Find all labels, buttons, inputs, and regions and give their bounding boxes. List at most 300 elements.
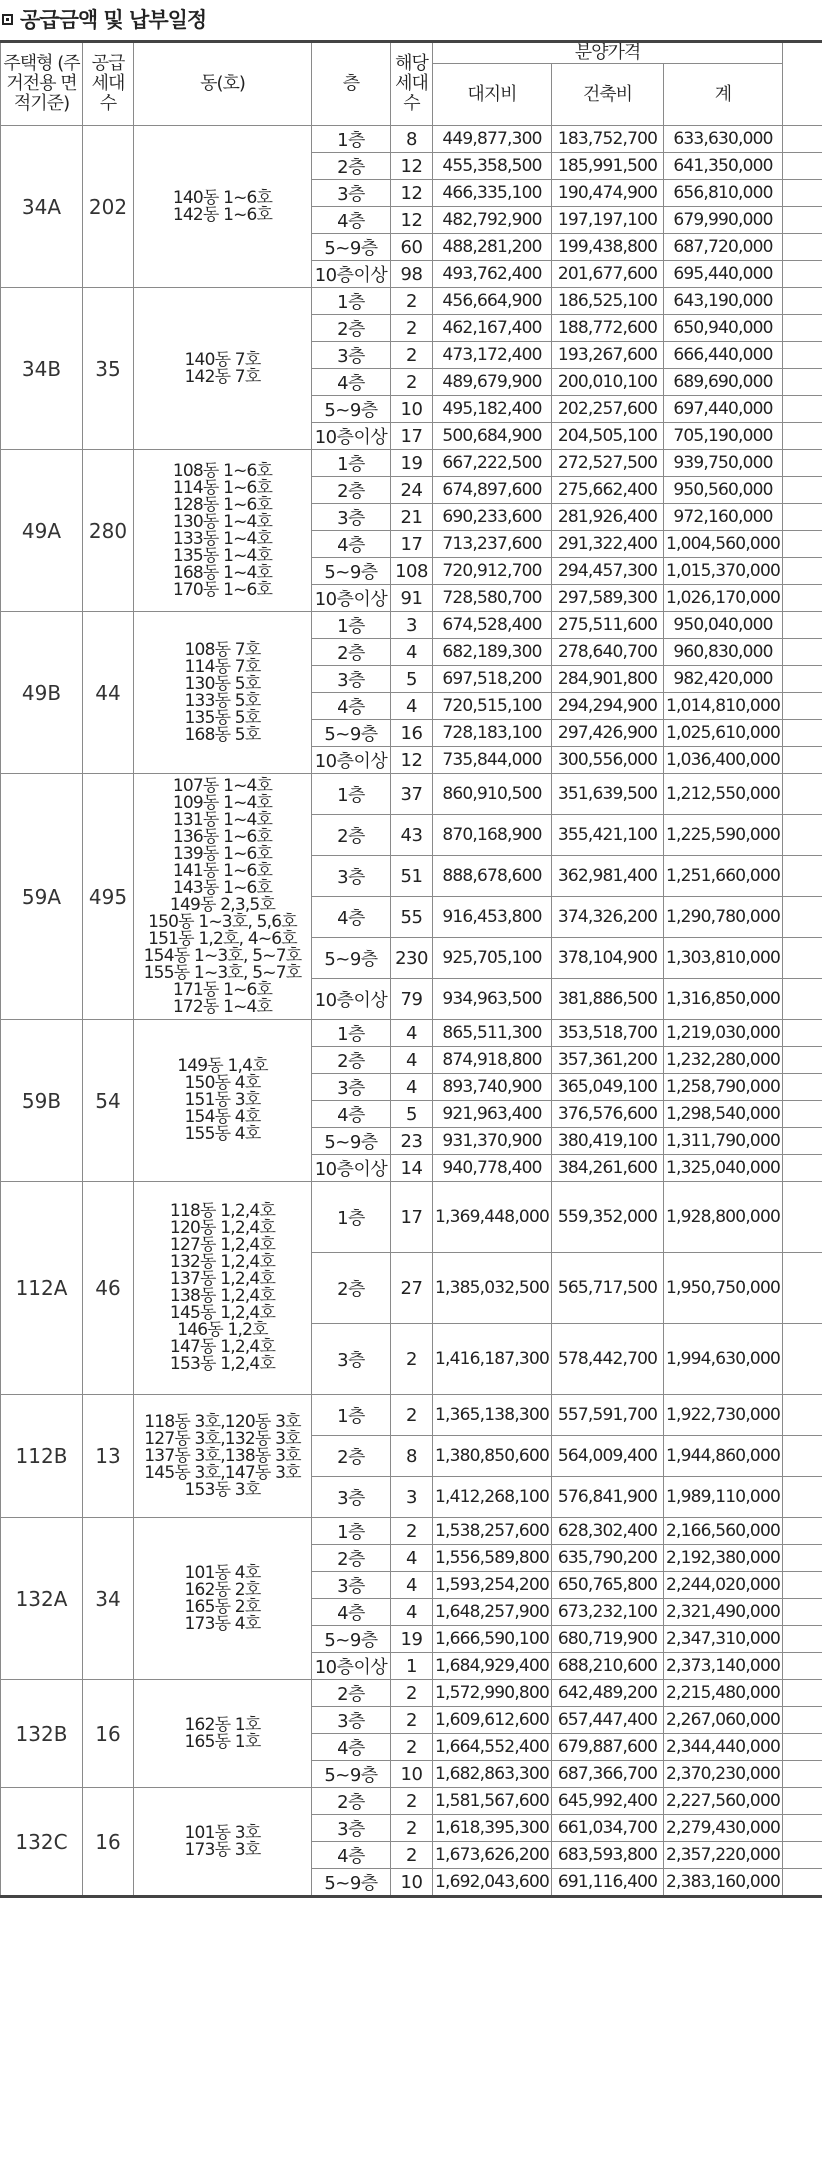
land-price-cell: 713,237,600: [433, 531, 552, 558]
dong-list: [134, 1182, 312, 1395]
header-type: 주택형 (주거전용 면적기준): [1, 42, 83, 126]
cut-off-cell: [783, 1869, 822, 1897]
section-title-text: 공급금액 및 납부일정: [20, 8, 207, 32]
total-price-cell: 705,190,000: [664, 423, 783, 450]
floor-cell: 4층: [312, 1734, 391, 1761]
units-cell: 10: [391, 1869, 433, 1897]
building-price-cell: 557,591,700: [552, 1395, 664, 1436]
building-price-cell: 357,361,200: [552, 1047, 664, 1074]
units-cell: 8: [391, 1436, 433, 1477]
floor-cell: 3층: [312, 342, 391, 369]
cut-off-cell: [783, 747, 822, 774]
dong-item: 153동 1,2,4호: [169, 1354, 276, 1374]
dong-item: 120동 1,2,4호: [169, 1218, 276, 1238]
cut-off-cell: [783, 1653, 822, 1680]
total-price-cell: 950,040,000: [664, 612, 783, 639]
housing-type: 34B: [1, 288, 83, 450]
dong-item: 114동 1~6호: [172, 477, 273, 498]
units-cell: 2: [391, 1395, 433, 1436]
cut-off-cell: [783, 693, 822, 720]
floor-cell: 3층: [312, 1707, 391, 1734]
housing-type: 34A: [1, 126, 83, 288]
land-price-cell: 925,705,100: [433, 938, 552, 979]
building-price-cell: 381,886,500: [552, 979, 664, 1020]
floor-cell: 1층: [312, 288, 391, 315]
table-header: [1, 42, 822, 126]
header-total: 계: [664, 64, 783, 126]
units-cell: 2: [391, 1707, 433, 1734]
cut-off-cell: [783, 1047, 822, 1074]
total-price-cell: 679,990,000: [664, 207, 783, 234]
dong-item: 133동 1~4호: [172, 528, 273, 549]
units-cell: 19: [391, 1626, 433, 1653]
building-price-cell: 272,527,500: [552, 450, 664, 477]
cut-off-cell: [783, 477, 822, 504]
land-price-cell: 500,684,900: [433, 423, 552, 450]
land-price-cell: 667,222,500: [433, 450, 552, 477]
dong-item: 149동 2,3,5호: [169, 894, 276, 915]
cut-off-cell: [783, 897, 822, 938]
floor-cell: 3층: [312, 1324, 391, 1395]
housing-type: 132C: [1, 1788, 83, 1897]
total-price-cell: 1,219,030,000: [664, 1020, 783, 1047]
dong-item: 118동 3호,120동 3호: [144, 1411, 301, 1432]
cut-off-cell: [783, 261, 822, 288]
dong-item: 141동 1~6호: [172, 860, 273, 881]
dong-list: [134, 612, 312, 774]
cut-off-cell: [783, 979, 822, 1020]
dong-item: 172동 1~4호: [172, 996, 273, 1017]
total-price-cell: 2,279,430,000: [664, 1815, 783, 1842]
total-price-cell: 1,025,610,000: [664, 720, 783, 747]
dong-item: 135동 5호: [184, 707, 261, 728]
cut-off-cell: [783, 1761, 822, 1788]
supply-count: 44: [83, 612, 134, 774]
total-price-cell: 1,303,810,000: [664, 938, 783, 979]
dong-item: 140동 1~6호: [172, 187, 273, 208]
dong-item: 162동 1호: [184, 1714, 261, 1735]
cut-off-cell: [783, 1788, 822, 1815]
total-price-cell: 687,720,000: [664, 234, 783, 261]
land-price-cell: 466,335,100: [433, 180, 552, 207]
cut-off-cell: [783, 1477, 822, 1518]
dong-item: 155동 4호: [184, 1124, 261, 1144]
housing-type: 132A: [1, 1518, 83, 1680]
supply-count: 202: [83, 126, 134, 288]
floor-cell: 5~9층: [312, 558, 391, 585]
building-price-cell: 294,457,300: [552, 558, 664, 585]
building-price-cell: 642,489,200: [552, 1680, 664, 1707]
dong-item: 171동 1~6호: [172, 979, 273, 1000]
total-price-cell: 2,244,020,000: [664, 1572, 783, 1599]
floor-cell: 5~9층: [312, 234, 391, 261]
floor-cell: 10층이상: [312, 1155, 391, 1182]
dong-item: 101동 3호: [184, 1822, 261, 1843]
cut-off-cell: [783, 1842, 822, 1869]
total-price-cell: 2,357,220,000: [664, 1842, 783, 1869]
total-price-cell: 2,166,560,000: [664, 1518, 783, 1545]
floor-cell: 1층: [312, 612, 391, 639]
dong-item: 146동 1,2호: [177, 1320, 268, 1340]
land-price-cell: 473,172,400: [433, 342, 552, 369]
cut-off-cell: [783, 1734, 822, 1761]
building-price-cell: 673,232,100: [552, 1599, 664, 1626]
floor-cell: 5~9층: [312, 1128, 391, 1155]
header-land: 대지비: [433, 64, 552, 126]
units-cell: 2: [391, 1788, 433, 1815]
floor-cell: 5~9층: [312, 1869, 391, 1897]
total-price-cell: 689,690,000: [664, 369, 783, 396]
floor-cell: 2층: [312, 1047, 391, 1074]
units-cell: 37: [391, 774, 433, 815]
building-price-cell: 688,210,600: [552, 1653, 664, 1680]
land-price-cell: 1,556,589,800: [433, 1545, 552, 1572]
table-row: [1, 1395, 822, 1436]
building-price-cell: 679,887,600: [552, 1734, 664, 1761]
table-row: [1, 450, 822, 477]
dong-item: 151동 3호: [184, 1090, 261, 1110]
building-price-cell: 635,790,200: [552, 1545, 664, 1572]
dong-item: 142동 1~6호: [172, 204, 273, 225]
units-cell: 12: [391, 180, 433, 207]
housing-type: 59B: [1, 1020, 83, 1182]
cut-off-cell: [783, 639, 822, 666]
total-price-cell: 2,383,160,000: [664, 1869, 783, 1897]
total-price-cell: 1,015,370,000: [664, 558, 783, 585]
total-price-cell: 950,560,000: [664, 477, 783, 504]
cut-off-cell: [783, 288, 822, 315]
floor-cell: 1층: [312, 126, 391, 153]
units-cell: 2: [391, 315, 433, 342]
building-price-cell: 294,294,900: [552, 693, 664, 720]
building-price-cell: 365,049,100: [552, 1074, 664, 1101]
dong-item: 118동 1,2,4호: [169, 1201, 276, 1221]
units-cell: 2: [391, 288, 433, 315]
cut-off-cell: [783, 207, 822, 234]
units-cell: 2: [391, 1518, 433, 1545]
cut-off-cell: [783, 1155, 822, 1182]
land-price-cell: 865,511,300: [433, 1020, 552, 1047]
land-price-cell: 674,528,400: [433, 612, 552, 639]
building-price-cell: 578,442,700: [552, 1324, 664, 1395]
land-price-cell: 1,673,626,200: [433, 1842, 552, 1869]
cut-off-cell: [783, 612, 822, 639]
building-price-cell: 691,116,400: [552, 1869, 664, 1897]
building-price-cell: 278,640,700: [552, 639, 664, 666]
dong-list: [134, 1518, 312, 1680]
cut-off-cell: [783, 1572, 822, 1599]
units-cell: 10: [391, 1761, 433, 1788]
units-cell: 2: [391, 342, 433, 369]
units-cell: 91: [391, 585, 433, 612]
building-price-cell: 680,719,900: [552, 1626, 664, 1653]
dong-item: 138동 1,2,4호: [169, 1286, 276, 1306]
floor-cell: 3층: [312, 1074, 391, 1101]
floor-cell: 1층: [312, 774, 391, 815]
cut-off-cell: [783, 1395, 822, 1436]
supply-count: 54: [83, 1020, 134, 1182]
floor-cell: 10층이상: [312, 261, 391, 288]
building-price-cell: 297,426,900: [552, 720, 664, 747]
total-price-cell: 2,347,310,000: [664, 1626, 783, 1653]
dong-item: 135동 1~4호: [172, 545, 273, 566]
units-cell: 17: [391, 1182, 433, 1253]
dong-item: 127동 1,2,4호: [169, 1235, 276, 1255]
header-supply-units: 공급 세대 수: [83, 42, 134, 126]
building-price-cell: 564,009,400: [552, 1436, 664, 1477]
units-cell: 19: [391, 450, 433, 477]
dong-item: 155동 1~3호, 5~7호: [143, 962, 302, 983]
total-price-cell: 2,373,140,000: [664, 1653, 783, 1680]
dong-item: 145동 1,2,4호: [169, 1303, 276, 1323]
table-row: [1, 1518, 822, 1545]
table-row: [1, 1020, 822, 1047]
units-cell: 1: [391, 1653, 433, 1680]
supply-count: 280: [83, 450, 134, 612]
units-cell: 2: [391, 1734, 433, 1761]
building-price-cell: 661,034,700: [552, 1815, 664, 1842]
total-price-cell: 695,440,000: [664, 261, 783, 288]
total-price-cell: 1,290,780,000: [664, 897, 783, 938]
total-price-cell: 1,994,630,000: [664, 1324, 783, 1395]
land-price-cell: 916,453,800: [433, 897, 552, 938]
units-cell: 2: [391, 1815, 433, 1842]
building-price-cell: 201,677,600: [552, 261, 664, 288]
land-price-cell: 1,572,990,800: [433, 1680, 552, 1707]
header-price-group: 분양가격: [433, 42, 783, 64]
units-cell: 12: [391, 207, 433, 234]
dong-item: 154동 4호: [184, 1107, 261, 1127]
building-price-cell: 687,366,700: [552, 1761, 664, 1788]
building-price-cell: 183,752,700: [552, 126, 664, 153]
building-price-cell: 645,992,400: [552, 1788, 664, 1815]
building-price-cell: 275,511,600: [552, 612, 664, 639]
total-price-cell: 1,325,040,000: [664, 1155, 783, 1182]
total-price-cell: 1,232,280,000: [664, 1047, 783, 1074]
land-price-cell: 674,897,600: [433, 477, 552, 504]
units-cell: 5: [391, 666, 433, 693]
floor-cell: 2층: [312, 1680, 391, 1707]
floor-cell: 1층: [312, 450, 391, 477]
total-price-cell: 1,026,170,000: [664, 585, 783, 612]
floor-cell: 2층: [312, 477, 391, 504]
cut-off-cell: [783, 1436, 822, 1477]
housing-type: 132B: [1, 1680, 83, 1788]
dong-item: 109동 1~4호: [172, 792, 273, 813]
cut-off-cell: [783, 315, 822, 342]
total-price-cell: 2,370,230,000: [664, 1761, 783, 1788]
cut-off-cell: [783, 1101, 822, 1128]
total-price-cell: 1,989,110,000: [664, 1477, 783, 1518]
total-price-cell: 1,251,660,000: [664, 856, 783, 897]
units-cell: 2: [391, 1324, 433, 1395]
cut-off-cell: [783, 938, 822, 979]
total-price-cell: 666,440,000: [664, 342, 783, 369]
supply-count: 16: [83, 1788, 134, 1897]
land-price-cell: 1,581,567,600: [433, 1788, 552, 1815]
floor-cell: 3층: [312, 856, 391, 897]
cut-off-cell: [783, 1182, 822, 1253]
units-cell: 17: [391, 423, 433, 450]
cut-off-cell: [783, 1074, 822, 1101]
units-cell: 3: [391, 612, 433, 639]
dong-item: 127동 3호,132동 3호: [144, 1428, 301, 1449]
dong-item: 131동 1~4호: [172, 809, 273, 830]
dong-list: [134, 1680, 312, 1788]
units-cell: 5: [391, 1101, 433, 1128]
supply-count: 35: [83, 288, 134, 450]
dong-item: 168동 1~4호: [172, 562, 273, 583]
total-price-cell: 1,928,800,000: [664, 1182, 783, 1253]
units-cell: 4: [391, 1572, 433, 1599]
total-price-cell: 2,227,560,000: [664, 1788, 783, 1815]
land-price-cell: 690,233,600: [433, 504, 552, 531]
dong-item: 150동 4호: [184, 1073, 261, 1093]
floor-cell: 3층: [312, 180, 391, 207]
floor-cell: 4층: [312, 369, 391, 396]
dong-list: [134, 450, 312, 612]
floor-cell: 2층: [312, 1545, 391, 1572]
floor-cell: 2층: [312, 1788, 391, 1815]
cut-off-cell: [783, 369, 822, 396]
total-price-cell: 1,014,810,000: [664, 693, 783, 720]
cut-off-cell: [783, 585, 822, 612]
building-price-cell: 300,556,000: [552, 747, 664, 774]
cut-off-cell: [783, 1815, 822, 1842]
land-price-cell: 893,740,900: [433, 1074, 552, 1101]
dong-item: 170동 1~6호: [172, 579, 273, 600]
housing-type: 112B: [1, 1395, 83, 1518]
land-price-cell: 1,365,138,300: [433, 1395, 552, 1436]
units-cell: 4: [391, 1047, 433, 1074]
floor-cell: 2층: [312, 315, 391, 342]
dong-item: 173동 4호: [184, 1613, 261, 1634]
units-cell: 79: [391, 979, 433, 1020]
floor-cell: 4층: [312, 1101, 391, 1128]
dong-item: 133동 5호: [184, 690, 261, 711]
total-price-cell: 1,004,560,000: [664, 531, 783, 558]
land-price-cell: 1,369,448,000: [433, 1182, 552, 1253]
land-price-cell: 720,912,700: [433, 558, 552, 585]
total-price-cell: 1,944,860,000: [664, 1436, 783, 1477]
dong-list: [134, 288, 312, 450]
housing-type: 112A: [1, 1182, 83, 1395]
building-price-cell: 185,991,500: [552, 153, 664, 180]
dong-item: 140동 7호: [184, 349, 261, 370]
total-price-cell: 1,036,400,000: [664, 747, 783, 774]
floor-cell: 3층: [312, 1815, 391, 1842]
dong-item: 145동 3호,147동 3호: [144, 1462, 301, 1483]
cut-off-cell: [783, 1128, 822, 1155]
floor-cell: 10층이상: [312, 979, 391, 1020]
building-price-cell: 380,419,100: [552, 1128, 664, 1155]
floor-cell: 4층: [312, 207, 391, 234]
dong-list: [134, 1788, 312, 1897]
floor-cell: 5~9층: [312, 938, 391, 979]
supply-count: 46: [83, 1182, 134, 1395]
units-cell: 51: [391, 856, 433, 897]
total-price-cell: 1,258,790,000: [664, 1074, 783, 1101]
land-price-cell: 493,762,400: [433, 261, 552, 288]
units-cell: 60: [391, 234, 433, 261]
dong-item: 132동 1,2,4호: [169, 1252, 276, 1272]
floor-cell: 2층: [312, 153, 391, 180]
floor-cell: 10층이상: [312, 747, 391, 774]
land-price-cell: 720,515,100: [433, 693, 552, 720]
land-price-cell: 482,792,900: [433, 207, 552, 234]
floor-cell: 3층: [312, 1572, 391, 1599]
land-price-cell: 1,666,590,100: [433, 1626, 552, 1653]
building-price-cell: 199,438,800: [552, 234, 664, 261]
dong-item: 108동 7호: [184, 639, 261, 660]
floor-cell: 2층: [312, 815, 391, 856]
building-price-cell: 202,257,600: [552, 396, 664, 423]
total-price-cell: 1,225,590,000: [664, 815, 783, 856]
dong-item: 130동 1~4호: [172, 511, 273, 532]
building-price-cell: 650,765,800: [552, 1572, 664, 1599]
units-cell: 8: [391, 126, 433, 153]
units-cell: 2: [391, 1680, 433, 1707]
dong-item: 107동 1~4호: [172, 775, 273, 796]
dong-item: 130동 5호: [184, 673, 261, 694]
table-row: [1, 126, 822, 153]
units-cell: 108: [391, 558, 433, 585]
dong-item: 143동 1~6호: [172, 877, 273, 898]
table-body: [1, 126, 822, 1897]
building-price-cell: 559,352,000: [552, 1182, 664, 1253]
land-price-cell: 489,679,900: [433, 369, 552, 396]
supply-count: 495: [83, 774, 134, 1020]
dong-item: 114동 7호: [184, 656, 261, 677]
floor-cell: 1층: [312, 1518, 391, 1545]
units-cell: 4: [391, 693, 433, 720]
land-price-cell: 1,609,612,600: [433, 1707, 552, 1734]
total-price-cell: 2,215,480,000: [664, 1680, 783, 1707]
table-row: [1, 612, 822, 639]
header-building: 건축비: [552, 64, 664, 126]
dong-item: 154동 1~3호, 5~7호: [143, 945, 302, 966]
building-price-cell: 193,267,600: [552, 342, 664, 369]
cut-off-cell: [783, 504, 822, 531]
units-cell: 4: [391, 1545, 433, 1572]
floor-cell: 10층이상: [312, 1653, 391, 1680]
housing-type: 59A: [1, 774, 83, 1020]
land-price-cell: 682,189,300: [433, 639, 552, 666]
land-price-cell: 697,518,200: [433, 666, 552, 693]
land-price-cell: 931,370,900: [433, 1128, 552, 1155]
land-price-cell: 888,678,600: [433, 856, 552, 897]
land-price-cell: 495,182,400: [433, 396, 552, 423]
dong-item: 101동 4호: [184, 1562, 261, 1583]
dong-item: 147동 1,2,4호: [169, 1337, 276, 1357]
total-price-cell: 2,321,490,000: [664, 1599, 783, 1626]
units-cell: 21: [391, 504, 433, 531]
dong-item: 142동 7호: [184, 366, 261, 387]
cut-off-cell: [783, 1599, 822, 1626]
total-price-cell: 1,950,750,000: [664, 1253, 783, 1324]
total-price-cell: 633,630,000: [664, 126, 783, 153]
cut-off-cell: [783, 1707, 822, 1734]
floor-cell: 1층: [312, 1395, 391, 1436]
units-cell: 12: [391, 153, 433, 180]
floor-cell: 2층: [312, 1253, 391, 1324]
dong-item: 139동 1~6호: [172, 843, 273, 864]
land-price-cell: 874,918,800: [433, 1047, 552, 1074]
total-price-cell: 643,190,000: [664, 288, 783, 315]
dong-list: [134, 1395, 312, 1518]
land-price-cell: 860,910,500: [433, 774, 552, 815]
land-price-cell: 1,416,187,300: [433, 1324, 552, 1395]
